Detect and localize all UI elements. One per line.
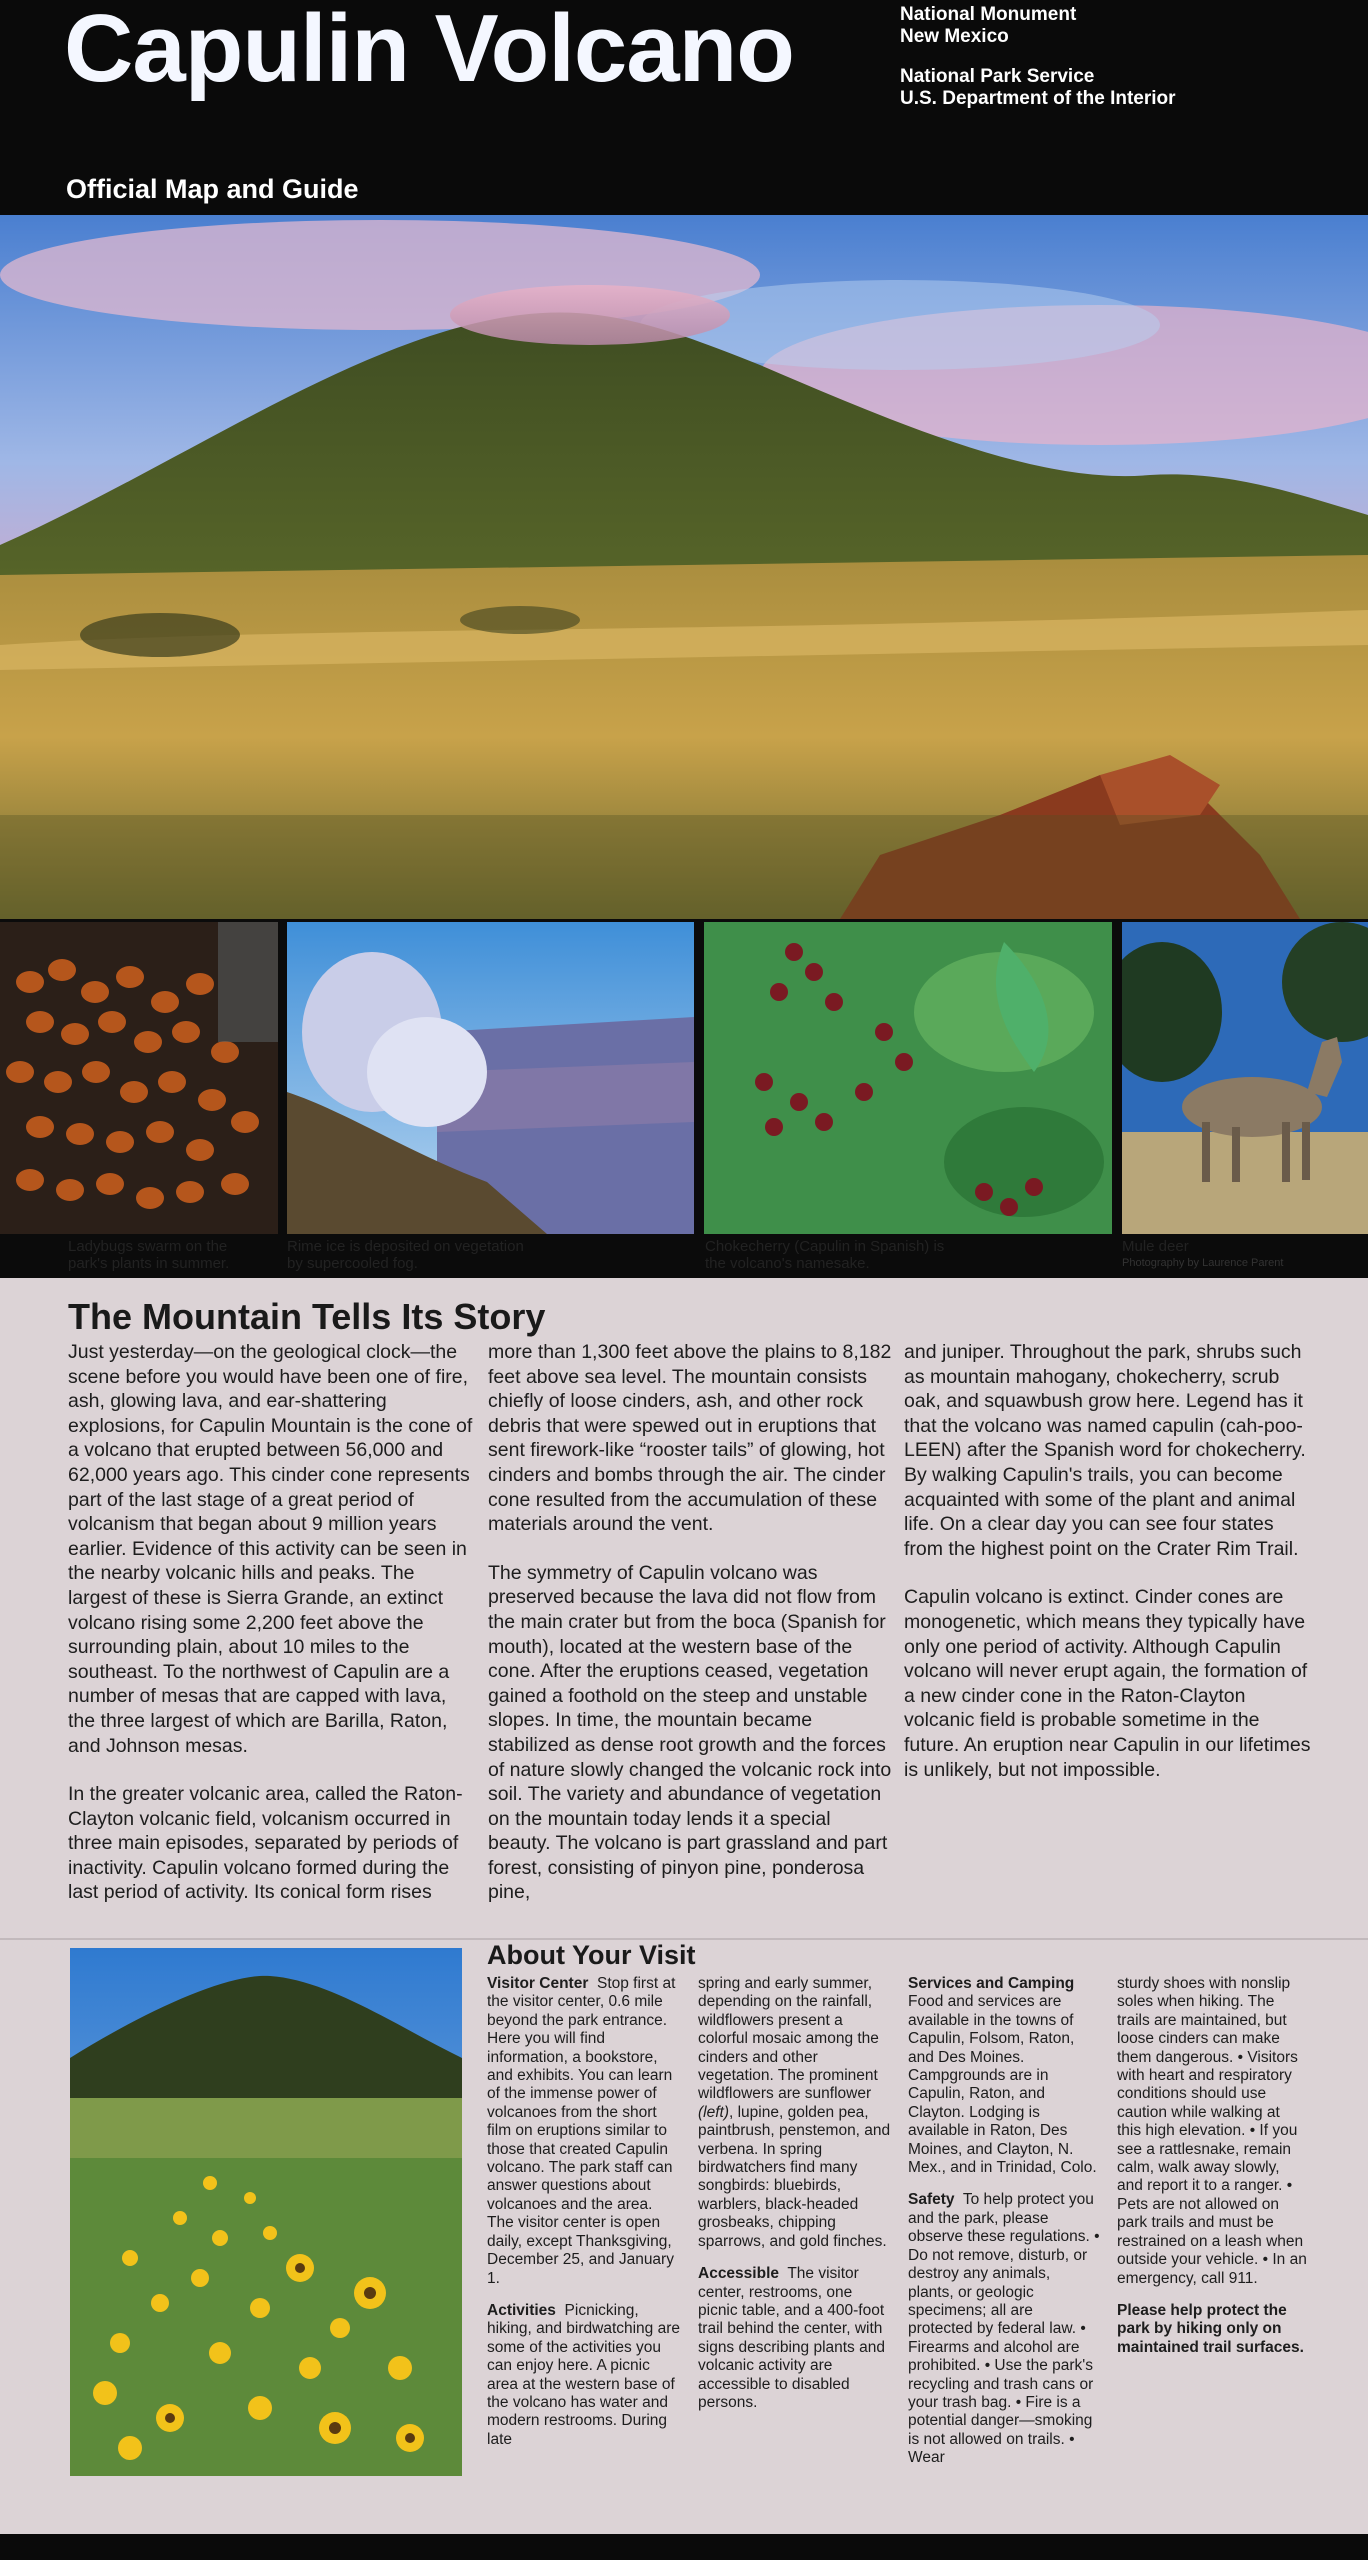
activities-lead: Activities <box>487 2301 556 2319</box>
activities-text: Picnicking, hiking, and birdwatching are some of the activities you can enjoy here. A picnic area at the western base of the volcano has water and modern restrooms. During late <box>487 2301 681 2448</box>
caption-line: the volcano's namesake. <box>705 1255 870 1272</box>
services-section <box>908 1975 1100 2177</box>
photo-mule-deer <box>1122 922 1368 1234</box>
safety-section <box>908 2191 1100 2467</box>
caption-line: by supercooled fog. <box>287 1255 418 1272</box>
caption-mule-deer <box>1122 1238 1283 1272</box>
caption-chokecherry <box>705 1238 944 1272</box>
caption-line: Chokecherry (Capulin in Spanish) is <box>705 1238 945 1255</box>
photo-sunflowers <box>70 1948 462 2476</box>
monument-label: National Monument <box>900 4 1077 25</box>
visit-column-1 <box>487 1975 683 2463</box>
services-text: Food and services are available in the towns of Capulin, Folsom, Raton, and Des Moines. Campgrounds are in Capulin, Raton, and Clayton. Lodging is available in Raton, Des Moines, and Clayton, N. Mex., and in Trinidad, Colo. <box>908 1993 1097 2177</box>
story-paragraph: In the greater volcanic area, called the Raton-Clayton volcanic field, volcanism occurred in three main episodes, separated by periods of inactivity. Capulin volcano formed during the last period of activity. Its conical form rises <box>68 1783 463 1904</box>
photo-rime-ice <box>287 922 694 1234</box>
wildflowers-text-a: spring and early summer, depending on the rainfall, wildflowers present a colorful mosaic among the cinders and other vegetation. The prominent wildflowers are sunflower <box>698 1975 879 2103</box>
story-heading: The Mountain Tells Its Story <box>68 1296 546 1337</box>
photo-ladybugs <box>0 922 278 1234</box>
visit-column-2 <box>698 1975 894 2426</box>
visit-column-4 <box>1117 1975 1307 2371</box>
story-column-1 <box>68 1340 478 1929</box>
photo-credit: Photography by Laurence Parent <box>1122 1257 1284 1269</box>
story-paragraph: The symmetry of Capulin volcano was preserved because the lava did not flow from the main crater but from the boca (Spanish for mouth), located at the western base of the cone. After the eruptions ceased, vegetation gained a foothold on the steep and unstable slopes. In time, the mountain became stabilized as dense root growth and the forces of nature slowly changed the volcanic rock into soil. The variety and abundance of vegetation on the mountain today lends it a special beauty. The volcano is part grassland and part forest, consisting of pinyon pine, ponderosa pine, <box>488 1561 892 1904</box>
page-title: Capulin Volcano <box>64 0 794 102</box>
safety-lead: Safety <box>908 2191 955 2209</box>
caption-line: Mule deer <box>1122 1238 1189 1255</box>
story-paragraph: and juniper. Throughout the park, shrubs such as mountain mahogany, chokecherry, scrub oak, and squawbush grow here. Legend has it that the volcano was named capulin (cah-poo-LEEN) after the Spanish word for chokecherry. By walking Capulin's trails, you can become acquainted with some of the plant and animal life. On a clear day you can see four states from the highest point on the Crater Rim Trail. <box>904 1341 1306 1560</box>
safety-continued: sturdy shoes with nonslip soles when hiking. The trails are maintained, but loose cinders can make them dangerous. • Visitors with heart and respiratory conditions should use caution while walking at this high elevation. • If you see a rattlesnake, remain calm, walk away slowly, and report it to a ranger. • Pets are not allowed on park trails and must be restrained on a leash when outside your vehicle. • In an emergency, call 911. <box>1117 1975 1307 2287</box>
department-label: U.S. Department of the Interior <box>900 88 1176 109</box>
photo-chokecherry <box>704 922 1112 1234</box>
caption-line: Rime ice is deposited on vegetation <box>287 1238 524 1255</box>
protect-park-notice: Please help protect the park by hiking only on maintained trail surfaces. <box>1117 2301 1304 2356</box>
story-paragraph: more than 1,300 feet above the plains to 8,182 feet above sea level. The mountain consists chiefly of loose cinders, ash, and other rock debris that were spewed out in eruptions that sent firework-like “rooster tails” of glowing, hot cinders and bombs through the air. The cinder cone resulted from the accumulation of these materials around the vent. <box>488 1341 892 1536</box>
activities-section <box>487 2302 683 2449</box>
accessible-text: The visitor center, restrooms, one picnic table, and a 400-foot trail behind the center, with signs describing plants and volcanic activity are accessible to disabled persons. <box>698 2265 885 2411</box>
story-paragraph: Just yesterday—on the geological clock—the scene before you would have been one of fire, ash, glowing lava, and ear-shattering explosions, for Capulin Mountain is the cone of a volcano that erupted between 56,000 and 62,000 years ago. This cinder cone represents part of the last stage of a great period of volcanism that began about 9 million years earlier. Evidence of this activity can be seen in the nearby volcanic hills and peaks. The largest of these is Sierra Grande, an extinct volcano rising some 2,200 feet above the surrounding plain, about 10 miles to the southeast. To the northwest of Capulin are a number of mesas that are capped with lava, the three largest of which are Barilla, Raton, and Johnson mesas. <box>68 1341 473 1757</box>
accessible-lead: Accessible <box>698 2265 779 2283</box>
wildflowers-left-ref: (left) <box>698 2103 729 2121</box>
bottom-border <box>0 2534 1368 2560</box>
agency-label: National Park Service <box>900 66 1095 87</box>
visitor-center-section <box>487 1975 683 2288</box>
visit-column-3 <box>908 1975 1100 2482</box>
hero-photo-volcano <box>0 215 1368 919</box>
visit-heading: About Your Visit <box>487 1940 696 1970</box>
caption-line: park's plants in summer. <box>68 1255 230 1272</box>
caption-line: Ladybugs swarm on the <box>68 1238 228 1255</box>
story-column-2 <box>488 1340 898 1929</box>
story-column-3 <box>904 1340 1316 1806</box>
visitor-center-text: Stop first at the visitor center, 0.6 mile beyond the park entrance. Here you will find information, a bookstore, and exhibits. You can learn of the immense power of volcanoes from the short film on eruptions similar to those that created Capulin volcano. The park staff can answer questions about volcanoes and the area. The visitor center is open daily, except Thanksgiving, December 25, and January 1. <box>487 1975 676 2287</box>
services-lead: Services and Camping <box>908 1975 1075 1992</box>
state-label: New Mexico <box>900 26 1009 47</box>
safety-text: To help protect you and the park, please observe these regulations. • Do not remove, disturb, or destroy any animals, plants, or geologic specimens; all are protected by federal law. • Firearms and alcohol are prohibited. • Use the park's recycling and trash cans or your trash bag. • Fire is a potential danger—smoking is not allowed on trails. • Wear <box>908 2191 1100 2467</box>
wildflowers-paragraph <box>698 1975 894 2251</box>
caption-rime-ice <box>287 1238 524 1272</box>
accessible-section <box>698 2265 894 2412</box>
wildflowers-text-b: , lupine, golden pea, paintbrush, penstemon, and verbena. In spring birdwatchers find many songbirds: bluebirds, warblers, black-headed grosbeaks, chipping sparrows, and gold finches. <box>698 2103 891 2250</box>
page-subtitle: Official Map and Guide <box>66 174 359 204</box>
caption-ladybugs <box>68 1238 229 1272</box>
header-banner <box>0 0 1368 215</box>
story-paragraph: Capulin volcano is extinct. Cinder cones are monogenetic, which means they typically have only one period of activity. Although Capulin volcano will never erupt again, the formation of a new cinder cone in the Raton-Clayton volcanic field is probable sometime in the future. An eruption near Capulin in our lifetimes is unlikely, but not impossible. <box>904 1586 1311 1781</box>
visitor-center-lead: Visitor Center <box>487 1975 589 1992</box>
